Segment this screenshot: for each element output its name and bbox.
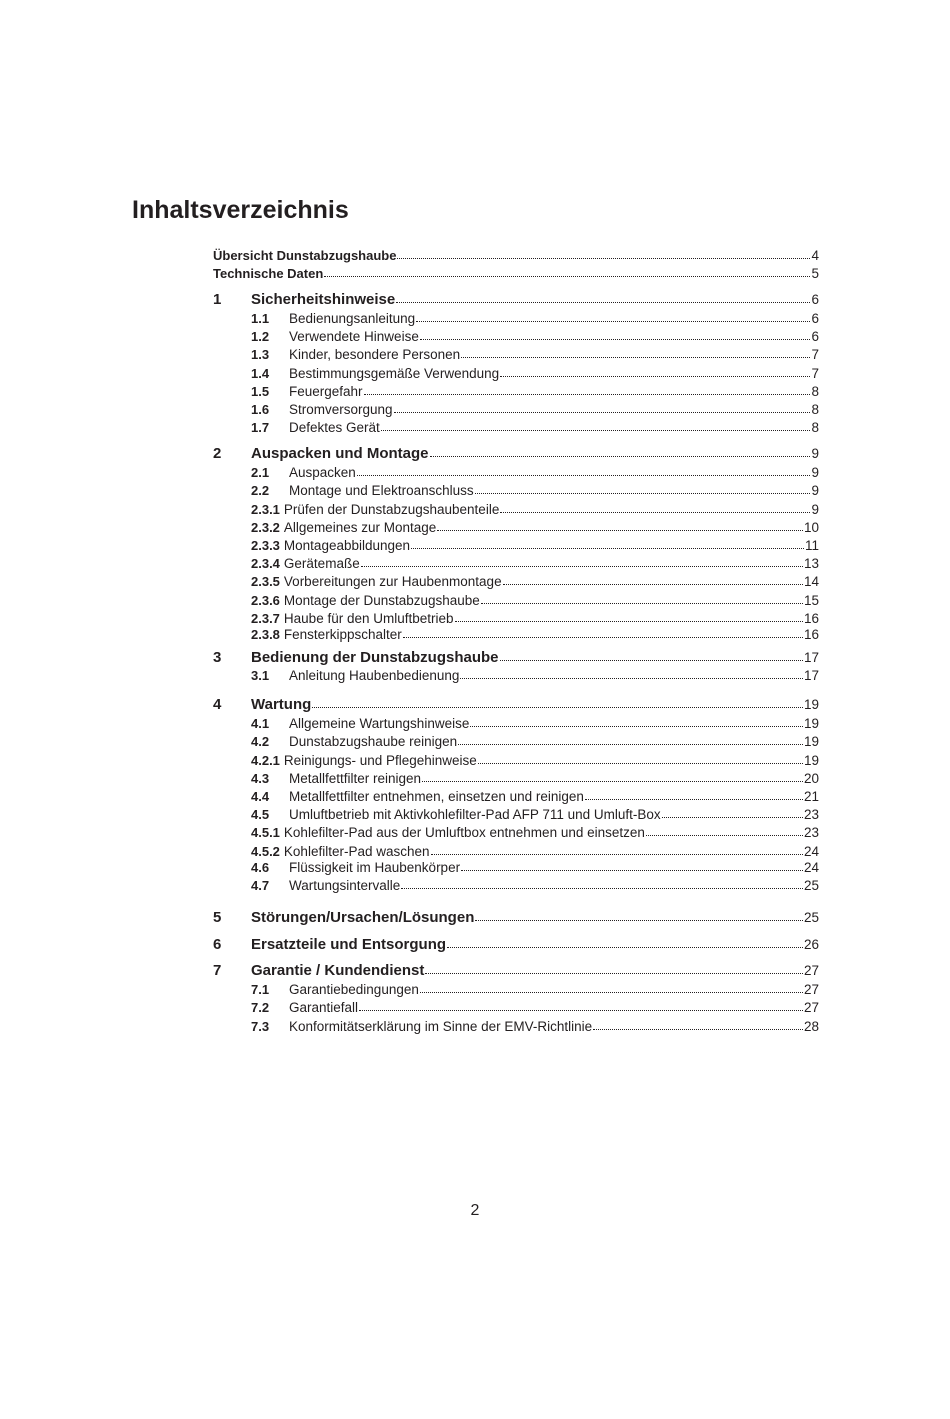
toc-entry-title: Anleitung Haubenbedienung	[289, 668, 460, 683]
toc-entry-number: 1.7	[251, 420, 270, 435]
toc-entry-number: 2.3.6	[251, 593, 280, 608]
toc-dot-leader	[481, 589, 803, 604]
toc-entry-page: 23	[803, 825, 819, 840]
toc-entry	[213, 786, 819, 804]
toc-entry-number: 4	[213, 696, 222, 713]
toc-dot-leader	[430, 442, 810, 457]
toc-entry-title: Bestimmungsgemäße Verwendung	[289, 366, 500, 381]
toc-entry-number: 2.3.1	[251, 502, 280, 517]
toc-entry	[213, 934, 819, 954]
toc-entry-page: 11	[804, 538, 819, 553]
toc-entry-number: 1.5	[251, 384, 270, 399]
toc-entry-page: 8	[811, 384, 819, 399]
toc-dot-leader	[475, 479, 810, 494]
toc-entry-page: 27	[803, 982, 819, 997]
toc-entry-page: 27	[803, 1000, 819, 1015]
toc-entry-page: 5	[811, 266, 819, 281]
toc-entry-page: 24	[803, 844, 819, 859]
toc-entry-title: Allgemeines zur Montage	[283, 520, 437, 535]
toc-entry-page: 25	[803, 878, 819, 893]
toc-entry	[213, 590, 819, 608]
toc-dot-leader	[381, 416, 810, 431]
toc-entry	[213, 381, 819, 399]
toc-entry-title: Kohlefilter-Pad aus der Umluftbox entnehmen und einsetzen	[283, 825, 645, 840]
toc-dot-leader	[401, 874, 803, 889]
toc-dot-leader	[359, 996, 803, 1011]
toc-entry	[213, 263, 819, 281]
toc-entry	[213, 363, 819, 381]
toc-entry	[213, 535, 819, 553]
toc-entry	[213, 768, 819, 786]
toc-entry	[213, 517, 819, 535]
toc-entry-title: Vorbereitungen zur Haubenmontage	[283, 574, 502, 589]
toc-dot-leader	[458, 730, 803, 745]
toc-dot-leader	[394, 398, 810, 413]
toc-dot-leader	[585, 785, 803, 800]
toc-entry-page: 6	[811, 292, 819, 307]
toc-entry-title: Prüfen der Dunstabzugshaubenteile	[283, 502, 500, 517]
toc-entry-title: Garantiebedingungen	[289, 982, 419, 997]
toc-entry	[213, 571, 819, 589]
toc-entry-title: Auspacken	[289, 465, 356, 480]
toc-entry-title: Auspacken und Montage	[251, 445, 429, 462]
toc-entry	[213, 553, 819, 571]
toc-entry-page: 24	[803, 860, 819, 875]
toc-dot-leader	[431, 840, 803, 855]
toc-entry-title: Haube für den Umluftbetrieb	[283, 611, 454, 626]
toc-entry-page: 8	[811, 402, 819, 417]
toc-dot-leader	[500, 362, 810, 377]
toc-entry-title: Defektes Gerät	[289, 420, 380, 435]
toc-dot-leader	[403, 623, 803, 638]
toc-dot-leader	[364, 380, 810, 395]
toc-entry	[213, 344, 819, 362]
toc-entry-number: 4.1	[251, 716, 270, 731]
toc-entry-number: 1.1	[251, 311, 270, 326]
toc-entry-number: 2.3.3	[251, 538, 280, 553]
toc-dot-leader	[361, 552, 803, 567]
toc-entry-number: 7.3	[251, 1019, 270, 1034]
toc-dot-leader	[662, 803, 803, 818]
toc-entry-page: 27	[803, 963, 819, 978]
toc-entry-page: 16	[803, 627, 819, 642]
toc-entry-title: Technische Daten	[213, 266, 324, 281]
toc-entry-title: Kohlefilter-Pad waschen	[283, 844, 430, 859]
toc-entry-number: 7.1	[251, 982, 270, 997]
toc-entry-page: 20	[803, 771, 819, 786]
toc-entry-page: 28	[803, 1019, 819, 1034]
toc-dot-leader	[312, 693, 803, 708]
toc-entry-number: 4.6	[251, 860, 270, 875]
table-of-contents	[213, 0, 819, 1100]
toc-entry-number: 4.3	[251, 771, 270, 786]
toc-entry-number: 3	[213, 649, 222, 666]
toc-entry-page: 17	[803, 650, 819, 665]
toc-entry	[213, 857, 819, 875]
page-title: Inhaltsverzeichnis	[132, 196, 349, 224]
toc-entry-title: Metallfettfilter reinigen	[289, 771, 422, 786]
toc-entry-number: 2.2	[251, 483, 270, 498]
toc-entry-title: Feuergefahr	[289, 384, 363, 399]
toc-entry	[213, 979, 819, 997]
toc-entry-title: Montage und Elektroanschluss	[289, 483, 474, 498]
toc-entry-page: 9	[811, 465, 819, 480]
toc-entry	[213, 997, 819, 1015]
toc-entry	[213, 731, 819, 749]
toc-dot-leader	[478, 749, 803, 764]
toc-dot-leader	[470, 712, 803, 727]
toc-dot-leader	[500, 498, 810, 513]
toc-entry-number: 4.5.2	[251, 844, 280, 859]
toc-entry-page: 8	[811, 420, 819, 435]
toc-entry	[213, 907, 819, 927]
toc-dot-leader	[324, 262, 810, 277]
toc-dot-leader	[447, 933, 803, 948]
toc-entry	[213, 499, 819, 517]
toc-entry-number: 4.5	[251, 807, 270, 822]
toc-entry-title: Allgemeine Wartungshinweise	[289, 716, 470, 731]
toc-entry-title: Sicherheitshinweise	[251, 291, 396, 308]
toc-entry-page: 21	[803, 789, 819, 804]
toc-entry-title: Garantiefall	[289, 1000, 359, 1015]
toc-entry-title: Störungen/Ursachen/Lösungen	[251, 909, 475, 926]
toc-entry	[213, 822, 819, 840]
toc-entry-title: Garantie / Kundendienst	[251, 962, 425, 979]
toc-entry-page: 19	[803, 716, 819, 731]
toc-entry	[213, 417, 819, 435]
toc-entry-number: 7	[213, 962, 222, 979]
toc-entry	[213, 308, 819, 326]
toc-entry-number: 2.3.7	[251, 611, 280, 626]
toc-dot-leader	[396, 288, 810, 303]
toc-entry-page: 19	[803, 734, 819, 749]
toc-entry-title: Kinder, besondere Personen	[289, 347, 461, 362]
toc-entry	[213, 245, 819, 263]
toc-entry-number: 1.6	[251, 402, 270, 417]
toc-dot-leader	[416, 307, 810, 322]
toc-entry-page: 7	[811, 366, 819, 381]
toc-entry-title: Umluftbetrieb mit Aktivkohlefilter-Pad AFP 711 und Umluft-Box	[289, 807, 661, 822]
toc-entry	[213, 665, 819, 683]
toc-entry-number: 4.2	[251, 734, 270, 749]
toc-entry	[213, 289, 819, 309]
toc-entry-title: Metallfettfilter entnehmen, einsetzen und reinigen	[289, 789, 584, 804]
toc-entry-page: 26	[803, 937, 819, 952]
toc-entry-number: 2.3.5	[251, 574, 280, 589]
page-number: 2	[470, 1202, 480, 1219]
toc-entry-page: 13	[803, 556, 819, 571]
toc-entry-page: 9	[811, 446, 819, 461]
toc-entry-title: Wartung	[251, 696, 312, 713]
toc-entry-page: 9	[811, 502, 819, 517]
toc-dot-leader	[422, 767, 803, 782]
toc-dot-leader	[437, 516, 803, 531]
toc-entry-page: 19	[803, 753, 819, 768]
toc-entry	[213, 750, 819, 768]
toc-entry-number: 2.3.2	[251, 520, 280, 535]
toc-entry-number: 3.1	[251, 668, 270, 683]
toc-entry-number: 6	[213, 936, 222, 953]
toc-entry-page: 9	[811, 483, 819, 498]
toc-entry-number: 1	[213, 291, 222, 308]
toc-entry-number: 2.3.8	[251, 627, 280, 642]
toc-entry	[213, 960, 819, 980]
toc-entry	[213, 443, 819, 463]
toc-entry	[213, 1016, 819, 1034]
toc-entry-page: 7	[811, 347, 819, 362]
toc-entry-page: 4	[811, 248, 819, 263]
toc-entry-page: 14	[803, 574, 819, 589]
toc-entry-title: Wartungsintervalle	[289, 878, 401, 893]
toc-entry-page: 15	[803, 593, 819, 608]
toc-dot-leader	[397, 244, 810, 259]
toc-dot-leader	[455, 607, 803, 622]
toc-entry-page: 25	[803, 910, 819, 925]
toc-dot-leader	[500, 646, 803, 661]
toc-entry-number: 4.7	[251, 878, 270, 893]
toc-entry-number: 7.2	[251, 1000, 270, 1015]
toc-entry	[213, 326, 819, 344]
toc-entry-title: Reinigungs- und Pflegehinweise	[283, 753, 477, 768]
toc-dot-leader	[461, 856, 803, 871]
toc-entry-title: Bedienung der Dunstabzugshaube	[251, 649, 499, 666]
toc-dot-leader	[460, 664, 803, 679]
toc-entry-title: Gerätemaße	[283, 556, 360, 571]
toc-entry	[213, 462, 819, 480]
toc-entry	[213, 694, 819, 714]
toc-entry-page: 23	[803, 807, 819, 822]
toc-dot-leader	[475, 906, 803, 921]
toc-entry-page: 6	[811, 329, 819, 344]
toc-entry-page: 17	[803, 668, 819, 683]
toc-dot-leader	[420, 978, 803, 993]
toc-dot-leader	[357, 461, 810, 476]
toc-entry-title: Übersicht Dunstabzugshaube	[213, 248, 397, 263]
toc-dot-leader	[503, 570, 803, 585]
toc-dot-leader	[411, 534, 804, 549]
toc-entry-number: 1.4	[251, 366, 270, 381]
toc-dot-leader	[461, 343, 810, 358]
toc-dot-leader	[646, 821, 803, 836]
toc-dot-leader	[425, 959, 803, 974]
toc-entry-title: Bedienungsanleitung	[289, 311, 416, 326]
toc-entry-page: 19	[803, 697, 819, 712]
toc-entry-title: Ersatzteile und Entsorgung	[251, 936, 447, 953]
toc-entry-number: 2.1	[251, 465, 270, 480]
toc-entry-number: 2.3.4	[251, 556, 280, 571]
toc-entry-title: Stromversorgung	[289, 402, 393, 417]
toc-entry-title: Konformitätserklärung im Sinne der EMV-Richtlinie	[289, 1019, 593, 1034]
toc-entry	[213, 624, 819, 642]
toc-entry-page: 10	[803, 520, 819, 535]
toc-entry	[213, 399, 819, 417]
toc-entry-page: 6	[811, 311, 819, 326]
toc-dot-leader	[420, 325, 810, 340]
toc-entry	[213, 713, 819, 731]
toc-entry-page: 16	[803, 611, 819, 626]
toc-entry-title: Fensterkippschalter	[283, 627, 402, 642]
toc-entry-number: 5	[213, 909, 222, 926]
toc-entry-number: 1.2	[251, 329, 270, 344]
toc-entry	[213, 875, 819, 893]
toc-dot-leader	[593, 1015, 803, 1030]
toc-entry-title: Dunstabzugshaube reinigen	[289, 734, 458, 749]
toc-entry-title: Montageabbildungen	[283, 538, 411, 553]
toc-entry	[213, 804, 819, 822]
toc-entry-number: 4.5.1	[251, 825, 280, 840]
toc-entry-title: Montage der Dunstabzugshaube	[283, 593, 480, 608]
toc-entry-number: 2	[213, 445, 222, 462]
toc-entry-number: 4.2.1	[251, 753, 280, 768]
toc-entry-number: 1.3	[251, 347, 270, 362]
toc-entry-title: Verwendete Hinweise	[289, 329, 419, 344]
toc-entry-number: 4.4	[251, 789, 270, 804]
toc-entry	[213, 480, 819, 498]
toc-entry-title: Flüssigkeit im Haubenkörper	[289, 860, 461, 875]
